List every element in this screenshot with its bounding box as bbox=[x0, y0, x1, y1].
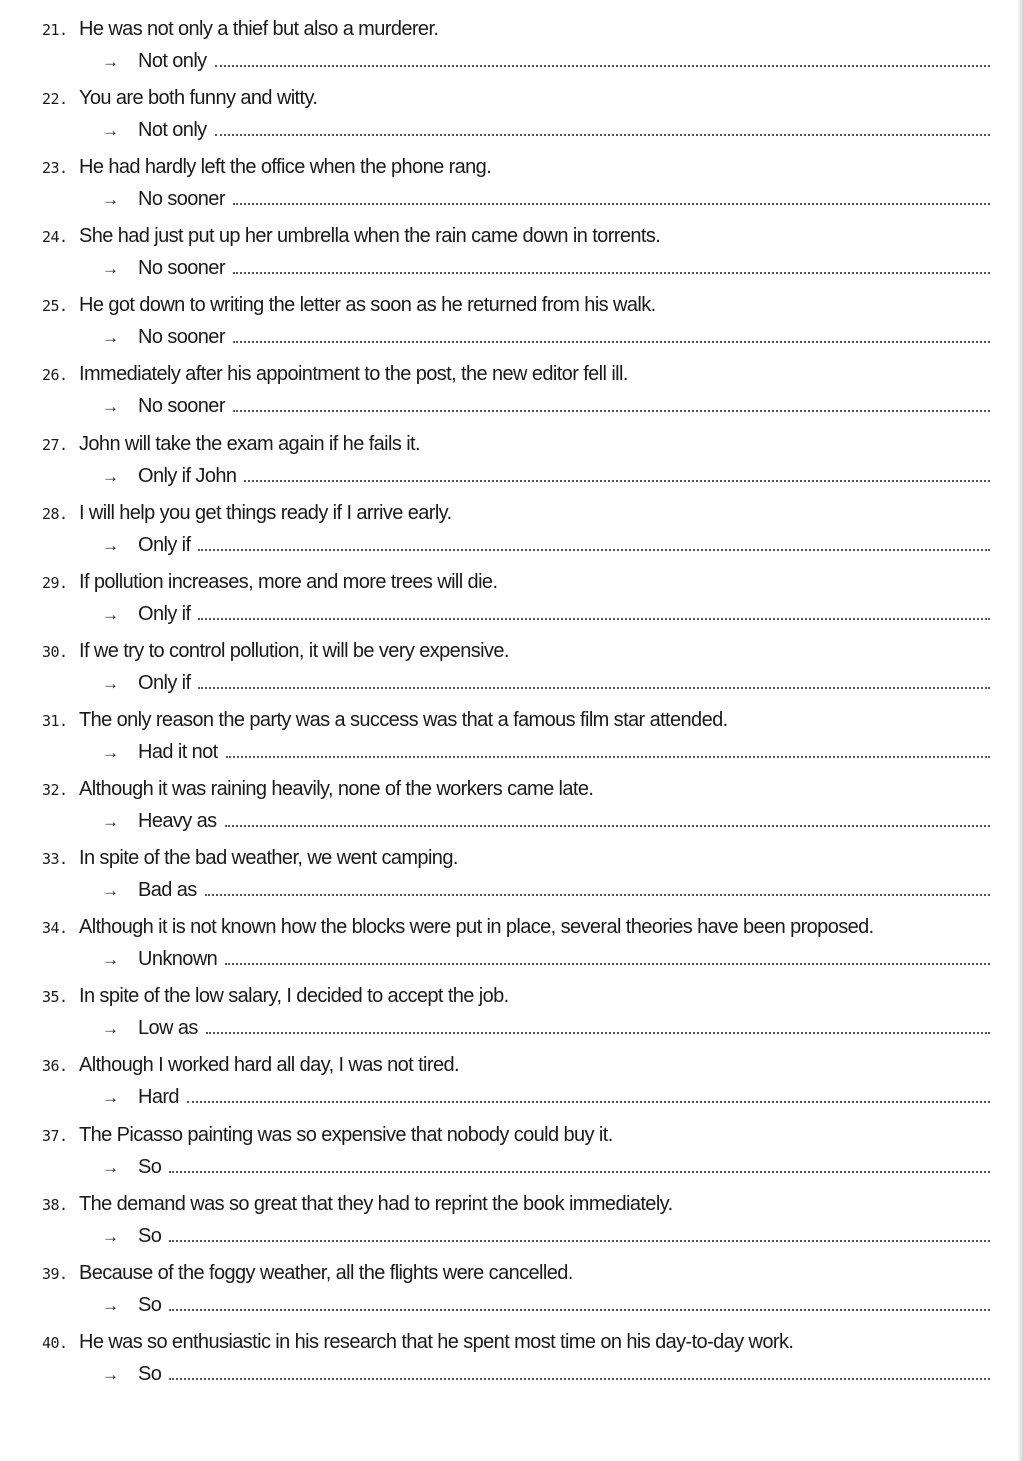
exercise-question bbox=[42, 433, 420, 461]
answer-blank[interactable] bbox=[244, 466, 990, 482]
answer-blank[interactable] bbox=[206, 1018, 990, 1034]
exercise-sentence: In spite of the bad weather, we went camping. bbox=[79, 847, 458, 870]
exercise-question bbox=[42, 18, 438, 46]
exercise-question bbox=[42, 1193, 673, 1221]
exercise-item bbox=[0, 843, 1024, 912]
rewrite-starter: No sooner bbox=[138, 326, 225, 349]
exercise-item bbox=[0, 221, 1024, 290]
exercise-sentence: I will help you get things ready if I arrive early. bbox=[79, 501, 452, 524]
rewrite-starter: Only if John bbox=[138, 464, 237, 487]
exercise-question bbox=[42, 778, 593, 806]
exercise-question bbox=[42, 571, 497, 599]
exercise-sentence: Although it is not known how the blocks were put in place, several theories have been proposed. bbox=[79, 916, 874, 939]
exercise-answer-line bbox=[100, 119, 990, 147]
arrow-right-icon: → bbox=[102, 535, 119, 555]
rewrite-starter: Unknown bbox=[138, 948, 218, 971]
exercise-question bbox=[42, 847, 458, 875]
rewrite-starter: Hard bbox=[138, 1086, 179, 1109]
answer-blank[interactable] bbox=[215, 51, 990, 67]
rewrite-starter: Had it not bbox=[138, 740, 218, 763]
exercise-item bbox=[0, 705, 1024, 774]
exercise-answer-line bbox=[100, 188, 990, 216]
exercise-item bbox=[0, 1189, 1024, 1258]
exercise-question bbox=[42, 985, 509, 1013]
exercise-sentence: He got down to writing the letter as soon as he returned from his walk. bbox=[79, 294, 656, 317]
answer-blank[interactable] bbox=[226, 742, 990, 758]
exercise-number: 24. bbox=[42, 228, 68, 247]
exercise-sentence: The Picasso painting was so expensive that nobody could buy it. bbox=[79, 1123, 613, 1146]
exercise-item bbox=[0, 290, 1024, 359]
arrow-right-icon: → bbox=[102, 881, 119, 901]
exercise-number: 38. bbox=[42, 1195, 68, 1214]
exercise-answer-line bbox=[100, 1017, 990, 1045]
exercise-item bbox=[0, 1120, 1024, 1189]
exercise-item bbox=[0, 498, 1024, 567]
arrow-right-icon: → bbox=[102, 1364, 119, 1384]
exercise-answer-line bbox=[100, 810, 990, 838]
answer-blank[interactable] bbox=[205, 880, 990, 896]
rewrite-starter: Low as bbox=[138, 1017, 198, 1040]
exercise-sentence: Immediately after his appointment to the post, the new editor fell ill. bbox=[79, 363, 628, 386]
exercise-item bbox=[0, 1327, 1024, 1396]
rewrite-starter: So bbox=[138, 1293, 162, 1316]
exercise-answer-line bbox=[100, 326, 990, 354]
arrow-right-icon: → bbox=[102, 466, 119, 486]
exercise-sentence: John will take the exam again if he fails it. bbox=[79, 432, 420, 455]
exercise-number: 25. bbox=[42, 297, 68, 316]
exercise-sentence: He was so enthusiastic in his research that he spent most time on his day-to-day work. bbox=[79, 1330, 794, 1353]
exercise-sentence: Although I worked hard all day, I was not tired. bbox=[79, 1054, 459, 1077]
answer-blank[interactable] bbox=[169, 1364, 990, 1380]
exercise-list bbox=[0, 14, 1024, 1396]
exercise-number: 29. bbox=[42, 573, 68, 592]
exercise-number: 21. bbox=[42, 21, 68, 39]
rewrite-starter: So bbox=[138, 1224, 162, 1247]
exercise-question bbox=[42, 225, 660, 253]
exercise-sentence: He had hardly left the office when the phone rang. bbox=[79, 156, 492, 179]
exercise-number: 27. bbox=[42, 435, 68, 454]
exercise-item bbox=[0, 1258, 1024, 1327]
exercise-sentence: If pollution increases, more and more trees will die. bbox=[79, 570, 498, 593]
exercise-answer-line bbox=[100, 465, 990, 493]
exercise-number: 35. bbox=[42, 988, 68, 1007]
exercise-answer-line bbox=[100, 1156, 990, 1184]
exercise-question bbox=[42, 916, 874, 944]
answer-blank[interactable] bbox=[198, 673, 990, 689]
rewrite-starter: Only if bbox=[138, 671, 191, 694]
exercise-sentence: If we try to control pollution, it will be very expensive. bbox=[79, 639, 509, 662]
answer-blank[interactable] bbox=[198, 604, 990, 620]
exercise-answer-line bbox=[100, 1294, 990, 1322]
exercise-question bbox=[42, 1262, 573, 1290]
exercise-question bbox=[42, 1124, 613, 1152]
arrow-right-icon: → bbox=[102, 52, 119, 71]
answer-blank[interactable] bbox=[169, 1226, 990, 1242]
answer-blank[interactable] bbox=[233, 189, 990, 205]
exercise-number: 39. bbox=[42, 1264, 68, 1283]
exercise-answer-line bbox=[100, 534, 990, 562]
rewrite-starter: Heavy as bbox=[138, 810, 217, 833]
answer-blank[interactable] bbox=[233, 327, 990, 343]
rewrite-starter: Bad as bbox=[138, 879, 197, 902]
answer-blank[interactable] bbox=[233, 396, 990, 412]
exercise-answer-line bbox=[100, 948, 990, 976]
exercise-answer-line bbox=[100, 879, 990, 907]
exercise-answer-line bbox=[100, 1086, 990, 1114]
exercise-item bbox=[0, 774, 1024, 843]
exercise-number: 31. bbox=[42, 711, 68, 730]
arrow-right-icon: → bbox=[102, 1226, 119, 1246]
exercise-question bbox=[42, 502, 452, 530]
arrow-right-icon: → bbox=[102, 190, 119, 210]
rewrite-starter: Not only bbox=[138, 50, 207, 72]
answer-blank[interactable] bbox=[225, 949, 990, 965]
exercise-question bbox=[42, 1331, 793, 1359]
arrow-right-icon: → bbox=[102, 1088, 119, 1108]
arrow-right-icon: → bbox=[102, 397, 119, 417]
exercise-number: 37. bbox=[42, 1126, 68, 1145]
exercise-sentence: Although it was raining heavily, none of the workers came late. bbox=[79, 778, 594, 801]
exercise-sentence: You are both funny and witty. bbox=[79, 87, 318, 110]
exercise-item bbox=[0, 567, 1024, 636]
exercise-item bbox=[0, 912, 1024, 981]
exercise-answer-line bbox=[100, 603, 990, 631]
exercise-answer-line bbox=[100, 395, 990, 423]
rewrite-starter: No sooner bbox=[138, 395, 225, 418]
exercise-item bbox=[0, 14, 1024, 83]
exercise-sentence: Because of the foggy weather, all the flights were cancelled. bbox=[79, 1261, 573, 1284]
exercise-item bbox=[0, 152, 1024, 221]
exercise-answer-line bbox=[100, 672, 990, 700]
arrow-right-icon: → bbox=[102, 259, 119, 279]
exercise-answer-line bbox=[100, 50, 990, 78]
exercise-number: 23. bbox=[42, 159, 68, 178]
exercise-item bbox=[0, 636, 1024, 705]
exercise-number: 36. bbox=[42, 1057, 68, 1076]
exercise-number: 22. bbox=[42, 90, 68, 109]
answer-blank[interactable] bbox=[225, 811, 990, 827]
answer-blank[interactable] bbox=[233, 258, 990, 274]
arrow-right-icon: → bbox=[102, 950, 119, 970]
exercise-question bbox=[42, 709, 728, 737]
answer-blank[interactable] bbox=[169, 1157, 990, 1173]
rewrite-starter: Not only bbox=[138, 119, 207, 142]
exercise-sentence: He was not only a thief but also a murderer. bbox=[79, 18, 439, 40]
arrow-right-icon: → bbox=[102, 121, 119, 141]
exercise-question bbox=[42, 87, 317, 115]
rewrite-starter: No sooner bbox=[138, 257, 225, 280]
rewrite-starter: So bbox=[138, 1362, 162, 1385]
exercise-sentence: The demand was so great that they had to reprint the book immediately. bbox=[79, 1192, 673, 1215]
exercise-question bbox=[42, 156, 491, 184]
exercise-item bbox=[0, 83, 1024, 152]
exercise-answer-line bbox=[100, 1363, 990, 1391]
rewrite-starter: No sooner bbox=[138, 188, 225, 211]
exercise-sentence: The only reason the party was a success was that a famous film star attended. bbox=[79, 708, 728, 731]
exercise-number: 34. bbox=[42, 919, 68, 938]
answer-blank[interactable] bbox=[215, 120, 990, 136]
exercise-number: 33. bbox=[42, 850, 68, 869]
exercise-answer-line bbox=[100, 741, 990, 769]
exercise-item bbox=[0, 359, 1024, 428]
page-edge-shadow bbox=[1018, 0, 1024, 1461]
exercise-number: 30. bbox=[42, 642, 68, 661]
arrow-right-icon: → bbox=[102, 1295, 119, 1315]
exercise-item bbox=[0, 981, 1024, 1050]
exercise-number: 32. bbox=[42, 781, 68, 800]
exercise-number: 28. bbox=[42, 504, 68, 523]
exercise-sentence: In spite of the low salary, I decided to accept the job. bbox=[79, 985, 509, 1008]
exercise-number: 26. bbox=[42, 366, 68, 385]
arrow-right-icon: → bbox=[102, 1157, 119, 1177]
exercise-item bbox=[0, 429, 1024, 498]
answer-blank[interactable] bbox=[187, 1087, 990, 1103]
exercise-answer-line bbox=[100, 1225, 990, 1253]
rewrite-starter: So bbox=[138, 1155, 162, 1178]
arrow-right-icon: → bbox=[102, 328, 119, 348]
exercise-question bbox=[42, 1054, 459, 1082]
exercise-question bbox=[42, 363, 628, 391]
exercise-sentence: She had just put up her umbrella when the rain came down in torrents. bbox=[79, 225, 661, 248]
exercise-question bbox=[42, 294, 656, 322]
arrow-right-icon: → bbox=[102, 742, 119, 762]
arrow-right-icon: → bbox=[102, 812, 119, 832]
arrow-right-icon: → bbox=[102, 673, 119, 693]
arrow-right-icon: → bbox=[102, 604, 119, 624]
exercise-answer-line bbox=[100, 257, 990, 285]
exercise-item bbox=[0, 1050, 1024, 1119]
exercise-question bbox=[42, 640, 509, 668]
rewrite-starter: Only if bbox=[138, 533, 191, 556]
answer-blank[interactable] bbox=[198, 535, 990, 551]
rewrite-starter: Only if bbox=[138, 602, 191, 625]
arrow-right-icon: → bbox=[102, 1019, 119, 1039]
exercise-number: 40. bbox=[42, 1333, 68, 1352]
answer-blank[interactable] bbox=[169, 1295, 990, 1311]
